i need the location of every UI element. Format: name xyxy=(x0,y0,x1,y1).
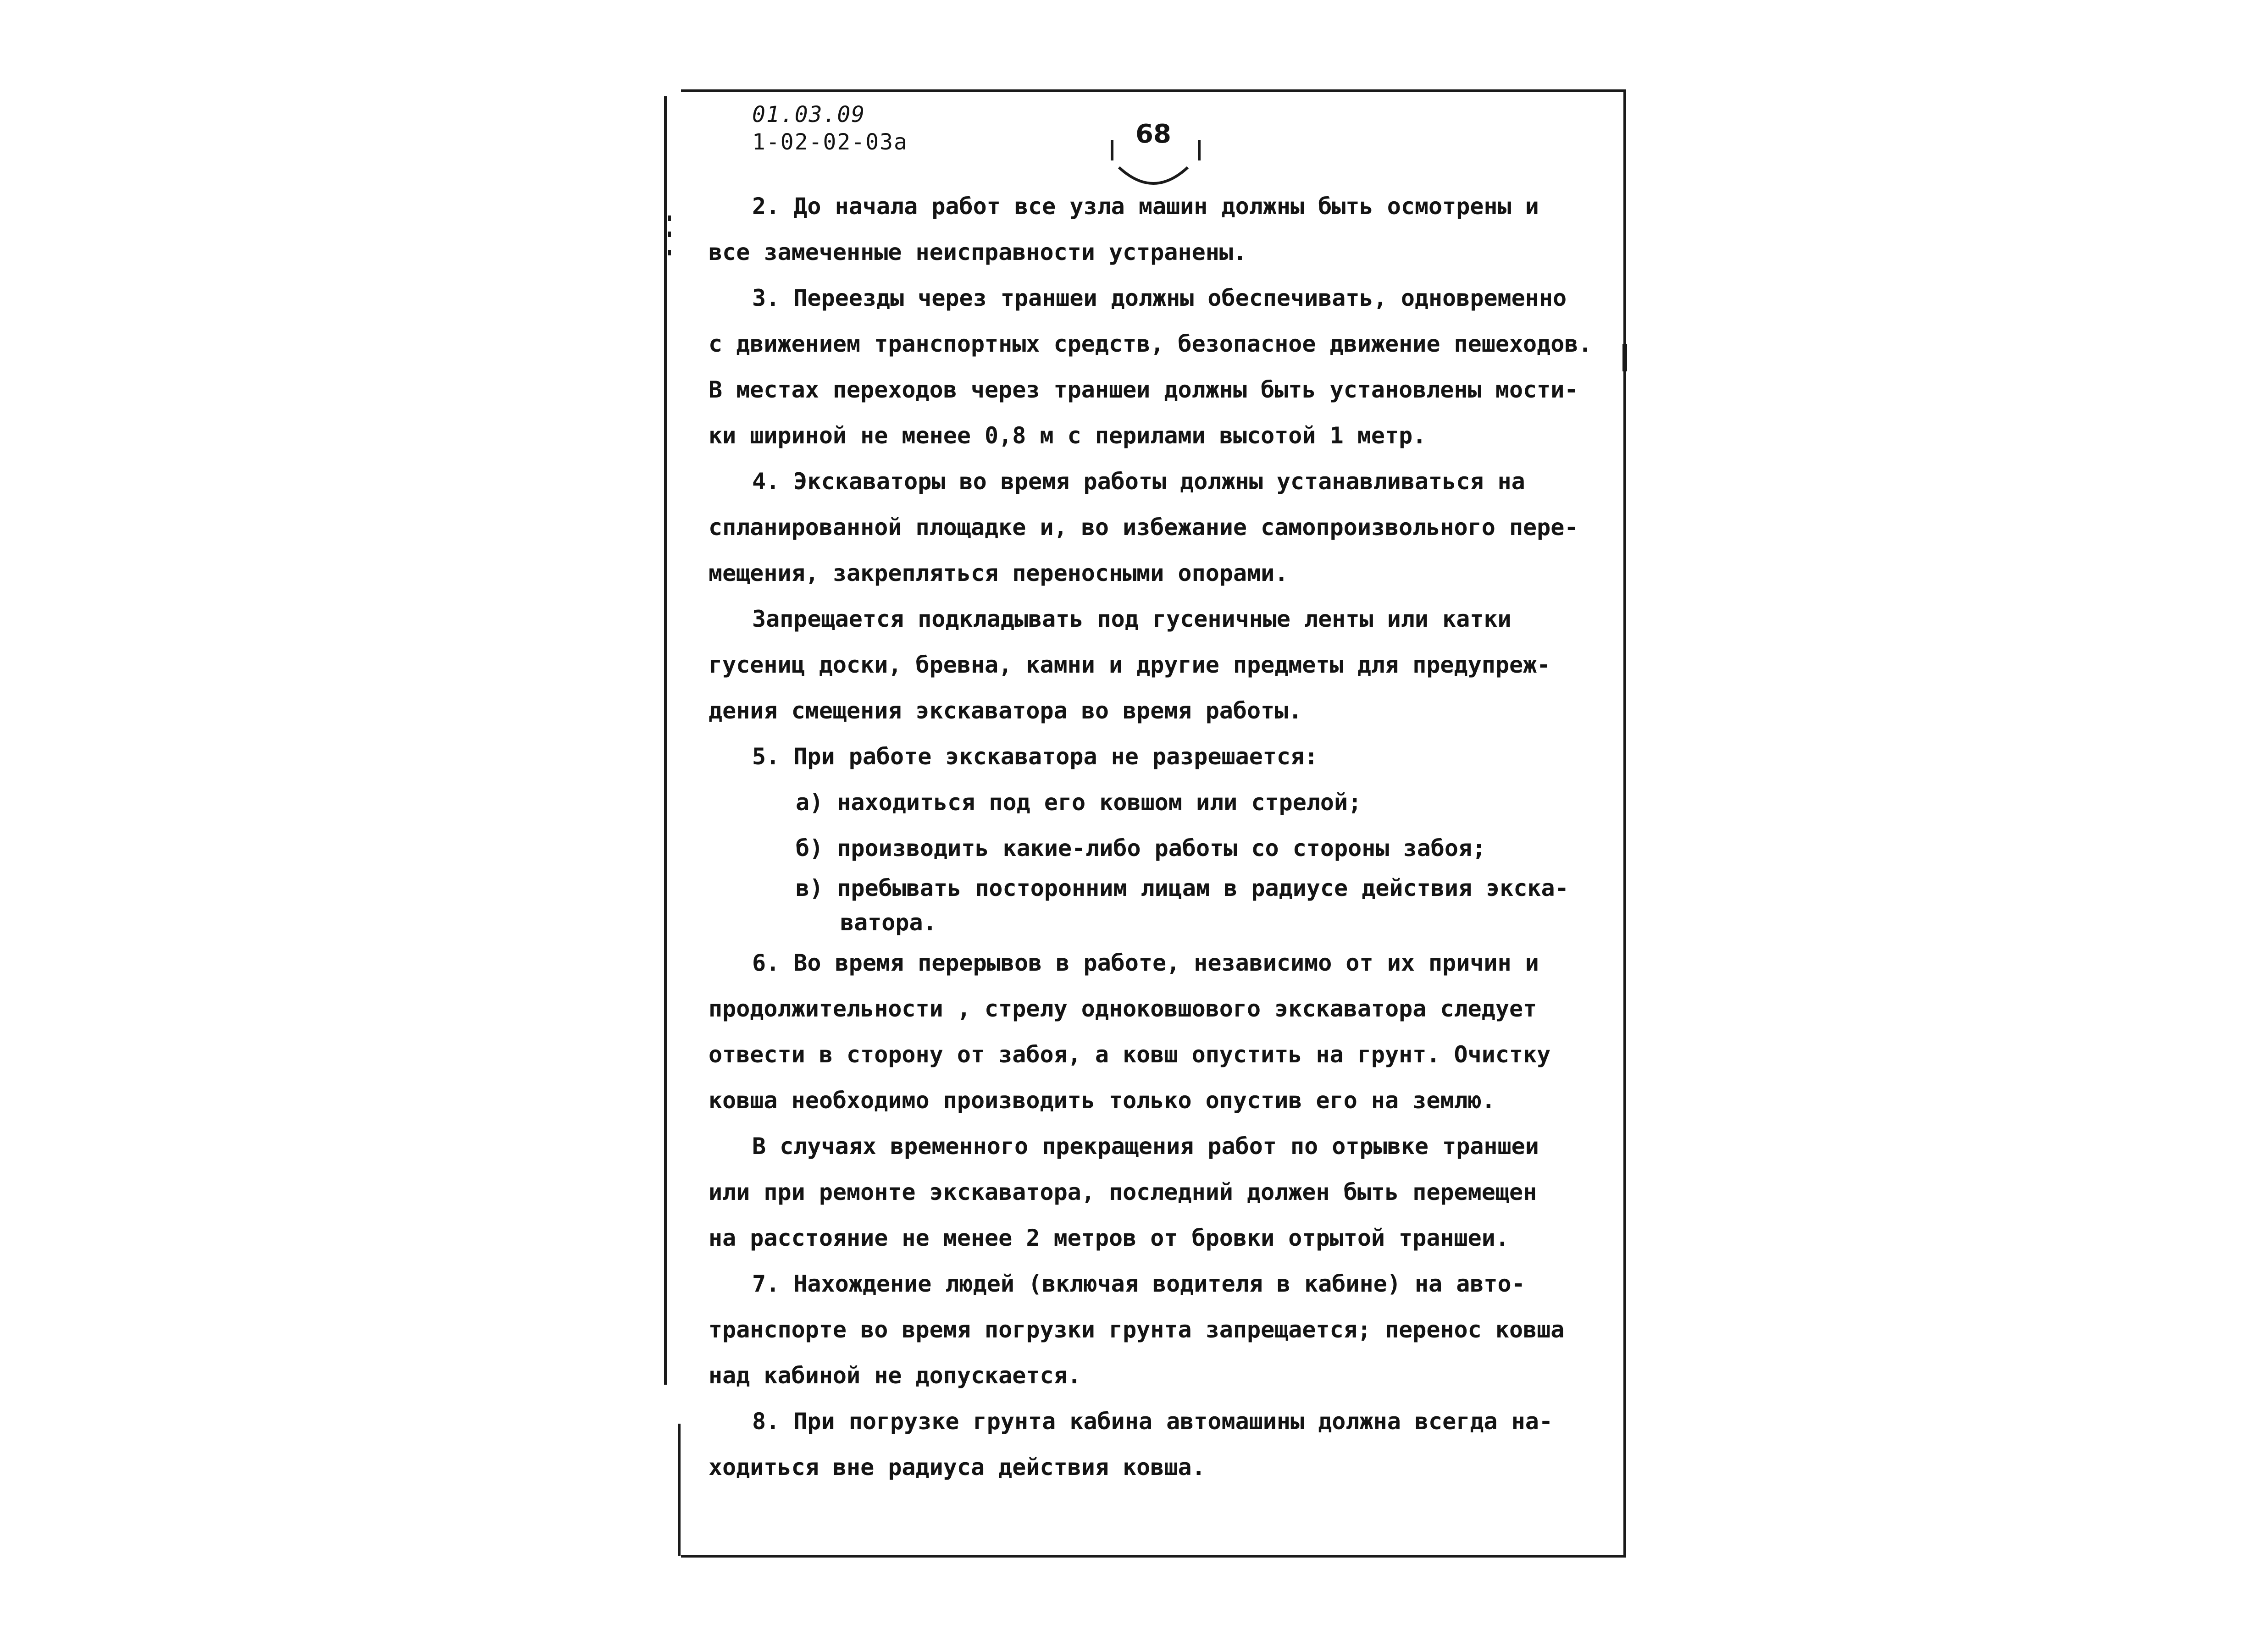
text-line: все замеченные неисправности устранены. xyxy=(709,239,1247,265)
margin-tick xyxy=(668,215,671,221)
page-number-stamp xyxy=(1103,115,1204,193)
document-body xyxy=(709,183,1619,1490)
list-item: в) пребывать посторонним лицам в радиусе действия экска- xyxy=(796,875,1569,901)
text-line: дения смещения экскаватора во время работы. xyxy=(709,697,1302,724)
text-line: спланированной площадке и, во избежание самопроизвольного пере- xyxy=(709,514,1578,541)
text-line: 3. Переезды через траншеи должны обеспечивать, одновременно xyxy=(752,285,1567,311)
text-line: транспорте во время погрузки грунта запрещается; перенос ковша xyxy=(709,1316,1565,1343)
text-line: с движением транспортных средств, безопасное движение пешеходов. xyxy=(709,331,1592,357)
text-line: В случаях временного прекращения работ по отрывке траншеи xyxy=(752,1133,1539,1160)
text-line: 7. Нахождение людей (включая водителя в кабине) на авто- xyxy=(752,1271,1525,1297)
text-line: 6. Во время перерывов в работе, независимо от их причин и xyxy=(752,950,1539,976)
text-line: ки шириной не менее 0,8 м с перилами высотой 1 метр. xyxy=(709,422,1427,449)
text-line: мещения, закрепляться переносными опорами. xyxy=(709,560,1289,586)
text-line: над кабиной не допускается. xyxy=(709,1362,1081,1389)
list-item: б) производить какие-либо работы со стороны забоя; xyxy=(796,835,1486,862)
page-number: 68 xyxy=(1135,119,1171,149)
text-line: 8. При погрузке грунта кабина автомашины должна всегда на- xyxy=(752,1408,1553,1435)
text-line: ковша необходимо производить только опустив его на землю. xyxy=(709,1087,1495,1114)
left-margin-line xyxy=(664,96,667,1385)
text-line: ходиться вне радиуса действия ковша. xyxy=(709,1454,1206,1481)
text-line: 5. При работе экскаватора не разрешается: xyxy=(752,743,1318,770)
document-code-handwritten: 01.03.09 xyxy=(752,102,866,127)
document-code: 1-02-02-03а xyxy=(752,129,908,155)
text-line: 2. До начала работ все узла машин должны быть осмотрены и xyxy=(752,193,1539,220)
list-item: а) находиться под его ковшом или стрелой; xyxy=(796,789,1362,816)
margin-tick xyxy=(668,232,671,237)
text-line: отвести в сторону от забоя, а ковш опустить на грунт. Очистку xyxy=(709,1041,1551,1068)
text-line: гусениц доски, бревна, камни и другие предметы для предупреж- xyxy=(709,652,1551,678)
text-line: Запрещается подкладывать под гусеничные ленты или катки xyxy=(752,606,1512,632)
text-line: 4. Экскаваторы во время работы должны устанавливаться на xyxy=(752,468,1525,495)
list-item-continuation: ватора. xyxy=(840,909,937,936)
text-line: на расстояние не менее 2 метров от бровки отрытой траншеи. xyxy=(709,1225,1509,1251)
left-margin-line-lower xyxy=(678,1424,681,1556)
text-line: В местах переходов через траншеи должны быть установлены мости- xyxy=(709,376,1578,403)
text-line: или при ремонте экскаватора, последний должен быть перемещен xyxy=(709,1179,1537,1205)
text-line: продолжительности , стрелу одноковшового экскаватора следует xyxy=(709,995,1537,1022)
margin-tick xyxy=(668,250,671,255)
